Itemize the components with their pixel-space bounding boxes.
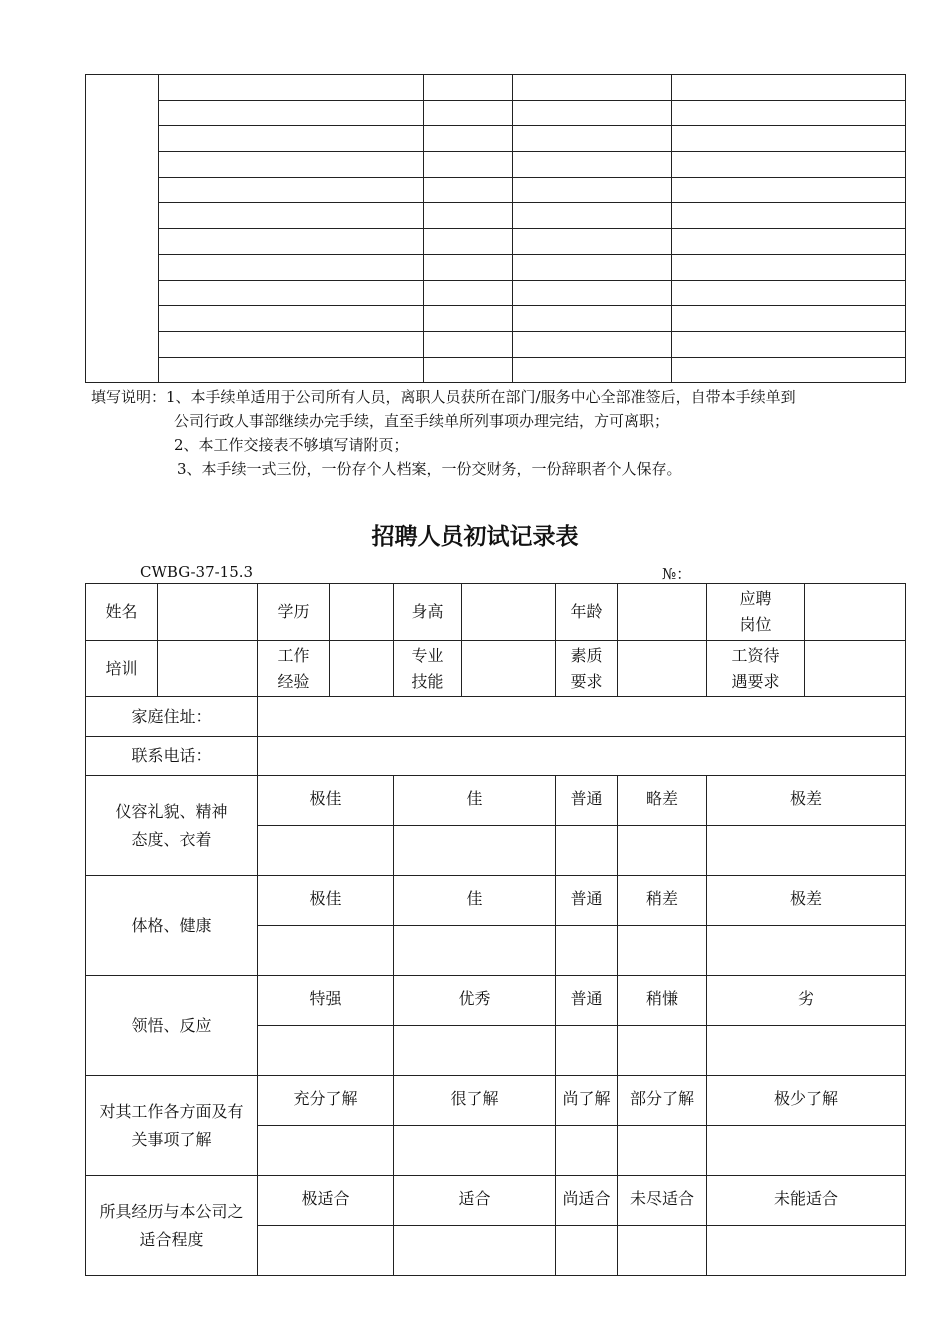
experience-field[interactable] [330,641,394,697]
handover-cell[interactable] [424,229,513,255]
training-field[interactable] [158,641,258,697]
grade-check-cell[interactable] [556,1226,618,1276]
grade-label: 佳 [394,776,556,826]
note-line-3: 3、本手续一式三份，一份存个人档案，一份交财务，一份辞职者个人保存。 [177,460,682,478]
grade-label: 特强 [258,976,394,1026]
handover-cell[interactable] [672,331,906,357]
note-line-1: 填写说明：1、本手续单适用于公司所有人员，离职人员获所在部门/服务中心全部准签后，自带本手续单到 [91,388,796,406]
handover-row [86,203,906,229]
handover-cell[interactable] [513,203,672,229]
grade-label: 适合 [394,1176,556,1226]
handover-cell[interactable] [513,254,672,280]
handover-cell[interactable] [159,254,424,280]
criteria-grade-row [86,1176,906,1226]
handover-row [86,331,906,357]
handover-row [86,126,906,152]
handover-cell[interactable] [672,254,906,280]
handover-cell[interactable] [159,229,424,255]
phone-label: 联系电话： [86,737,258,776]
skill-field[interactable] [462,641,556,697]
grade-check-cell[interactable] [618,926,707,976]
criteria-label [86,876,258,976]
handover-cell[interactable] [513,331,672,357]
handover-row [86,306,906,332]
handover-cell[interactable] [513,357,672,383]
quality-label: 素质要求 [556,641,618,697]
handover-cell[interactable] [513,177,672,203]
grade-label: 优秀 [394,976,556,1026]
handover-table [85,74,906,383]
grade-label: 尚适合 [556,1176,618,1226]
criteria-label-text: 仪容礼貌、精神态度、衣着 [115,801,228,849]
handover-row [86,152,906,178]
education-label: 学历 [258,584,330,641]
grade-label: 略差 [618,776,707,826]
criteria-grade-row [86,776,906,826]
criteria-label-text: 对其工作各方面及有关事项了解 [99,1101,244,1149]
handover-cell[interactable] [513,75,672,101]
height-field[interactable] [462,584,556,641]
handover-cell[interactable] [424,331,513,357]
grade-check-cell[interactable] [556,926,618,976]
handover-cell[interactable] [159,177,424,203]
criteria-label [86,1076,258,1176]
handover-cell[interactable] [424,280,513,306]
handover-row [86,177,906,203]
grade-check-cell[interactable] [707,1026,906,1076]
grade-check-cell[interactable] [258,1126,394,1176]
handover-cell[interactable] [424,254,513,280]
grade-label: 普通 [556,976,618,1026]
handover-row [86,280,906,306]
handover-cell[interactable] [159,100,424,126]
criteria-label-text: 所具经历与本公司之适合程度 [99,1201,244,1249]
handover-cell[interactable] [424,357,513,383]
grade-label: 未能适合 [707,1176,906,1226]
grade-check-cell[interactable] [618,1026,707,1076]
interview-form-table [85,583,906,1276]
grade-check-cell[interactable] [394,1026,556,1076]
grade-check-cell[interactable] [258,926,394,976]
handover-cell[interactable] [513,100,672,126]
grade-label: 部分了解 [618,1076,707,1126]
handover-cell[interactable] [159,152,424,178]
handover-cell[interactable] [424,203,513,229]
salary-label: 工资待遇要求 [707,641,805,697]
handover-cell[interactable] [159,203,424,229]
grade-label: 极适合 [258,1176,394,1226]
handover-cell[interactable] [159,280,424,306]
grade-check-cell[interactable] [707,1226,906,1276]
position-field[interactable] [805,584,906,641]
grade-check-cell[interactable] [707,1126,906,1176]
address-field[interactable] [258,697,906,737]
handover-cell[interactable] [672,229,906,255]
quality-field[interactable] [618,641,707,697]
grade-check-cell[interactable] [618,1126,707,1176]
grade-check-cell[interactable] [394,1226,556,1276]
height-label: 身高 [394,584,462,641]
handover-cell[interactable] [672,306,906,332]
age-field[interactable] [618,584,707,641]
handover-cell[interactable] [424,100,513,126]
name-field[interactable] [158,584,258,641]
grade-check-cell[interactable] [618,826,707,876]
handover-cell[interactable] [672,357,906,383]
grade-label: 极差 [707,776,906,826]
handover-cell[interactable] [159,306,424,332]
grade-check-cell[interactable] [394,1126,556,1176]
handover-cell[interactable] [424,177,513,203]
handover-cell[interactable] [424,75,513,101]
grade-check-cell[interactable] [258,826,394,876]
criteria-grade-row [86,876,906,926]
handover-cell[interactable] [672,126,906,152]
handover-row [86,229,906,255]
handover-cell[interactable] [513,229,672,255]
grade-label: 极佳 [258,876,394,926]
grade-check-cell[interactable] [618,1226,707,1276]
handover-cell[interactable] [159,75,424,101]
grade-label: 极少了解 [707,1076,906,1126]
handover-cell[interactable] [513,306,672,332]
training-label: 培训 [86,641,158,697]
handover-row [86,357,906,383]
handover-row [86,75,906,101]
criteria-label-text: 体格、健康 [131,915,212,935]
handover-cell[interactable] [424,306,513,332]
grade-check-cell[interactable] [707,826,906,876]
skill-label: 专业技能 [394,641,462,697]
handover-cell[interactable] [159,126,424,152]
form-code: CWBG-37-15.3 [140,563,254,581]
handover-cell[interactable] [672,152,906,178]
grade-check-cell[interactable] [556,1026,618,1076]
note-line-1-cont: 公司行政人事部继续办完手续，直至手续单所列事项办理完结，方可离职； [174,412,670,430]
grade-label: 佳 [394,876,556,926]
handover-cell[interactable] [159,357,424,383]
grade-check-cell[interactable] [707,926,906,976]
grade-check-cell[interactable] [258,1026,394,1076]
grade-label: 很了解 [394,1076,556,1126]
age-label: 年龄 [556,584,618,641]
grade-check-cell[interactable] [394,926,556,976]
phone-field[interactable] [258,737,906,776]
address-label: 家庭住址： [86,697,258,737]
grade-label: 极差 [707,876,906,926]
handover-row [86,100,906,126]
handover-cell[interactable] [672,75,906,101]
criteria-label [86,1176,258,1276]
criteria-grade-row [86,976,906,1026]
criteria-label [86,976,258,1076]
handover-cell[interactable] [672,100,906,126]
handover-cell[interactable] [672,280,906,306]
criteria-grade-row [86,1076,906,1126]
handover-cell[interactable] [513,152,672,178]
grade-label: 劣 [707,976,906,1026]
form-number-label: №： [662,565,692,583]
salary-field[interactable] [805,641,906,697]
fill-instructions [91,385,911,481]
grade-label: 稍慊 [618,976,707,1026]
handover-cell[interactable] [513,126,672,152]
criteria-label [86,776,258,876]
handover-row [86,254,906,280]
grade-label: 未尽适合 [618,1176,707,1226]
name-label: 姓名 [86,584,158,641]
form-title: 招聘人员初试记录表 [371,524,579,550]
grade-check-cell[interactable] [556,826,618,876]
handover-cell[interactable] [159,331,424,357]
grade-check-cell[interactable] [258,1226,394,1276]
experience-label: 工作经验 [258,641,330,697]
handover-cell[interactable] [513,280,672,306]
position-label: 应聘岗位 [707,584,805,641]
grade-label: 普通 [556,776,618,826]
handover-cell[interactable] [672,203,906,229]
handover-cell[interactable] [424,152,513,178]
handover-cell[interactable] [424,126,513,152]
handover-cell[interactable] [672,177,906,203]
grade-label: 极佳 [258,776,394,826]
grade-label: 尚了解 [556,1076,618,1126]
grade-label: 稍差 [618,876,707,926]
handover-side-cell[interactable] [86,75,159,383]
grade-check-cell[interactable] [394,826,556,876]
note-line-2: 2、本工作交接表不够填写请附页； [174,436,409,454]
grade-label: 普通 [556,876,618,926]
grade-check-cell[interactable] [556,1126,618,1176]
education-field[interactable] [330,584,394,641]
grade-label: 充分了解 [258,1076,394,1126]
criteria-label-text: 领悟、反应 [131,1015,212,1035]
